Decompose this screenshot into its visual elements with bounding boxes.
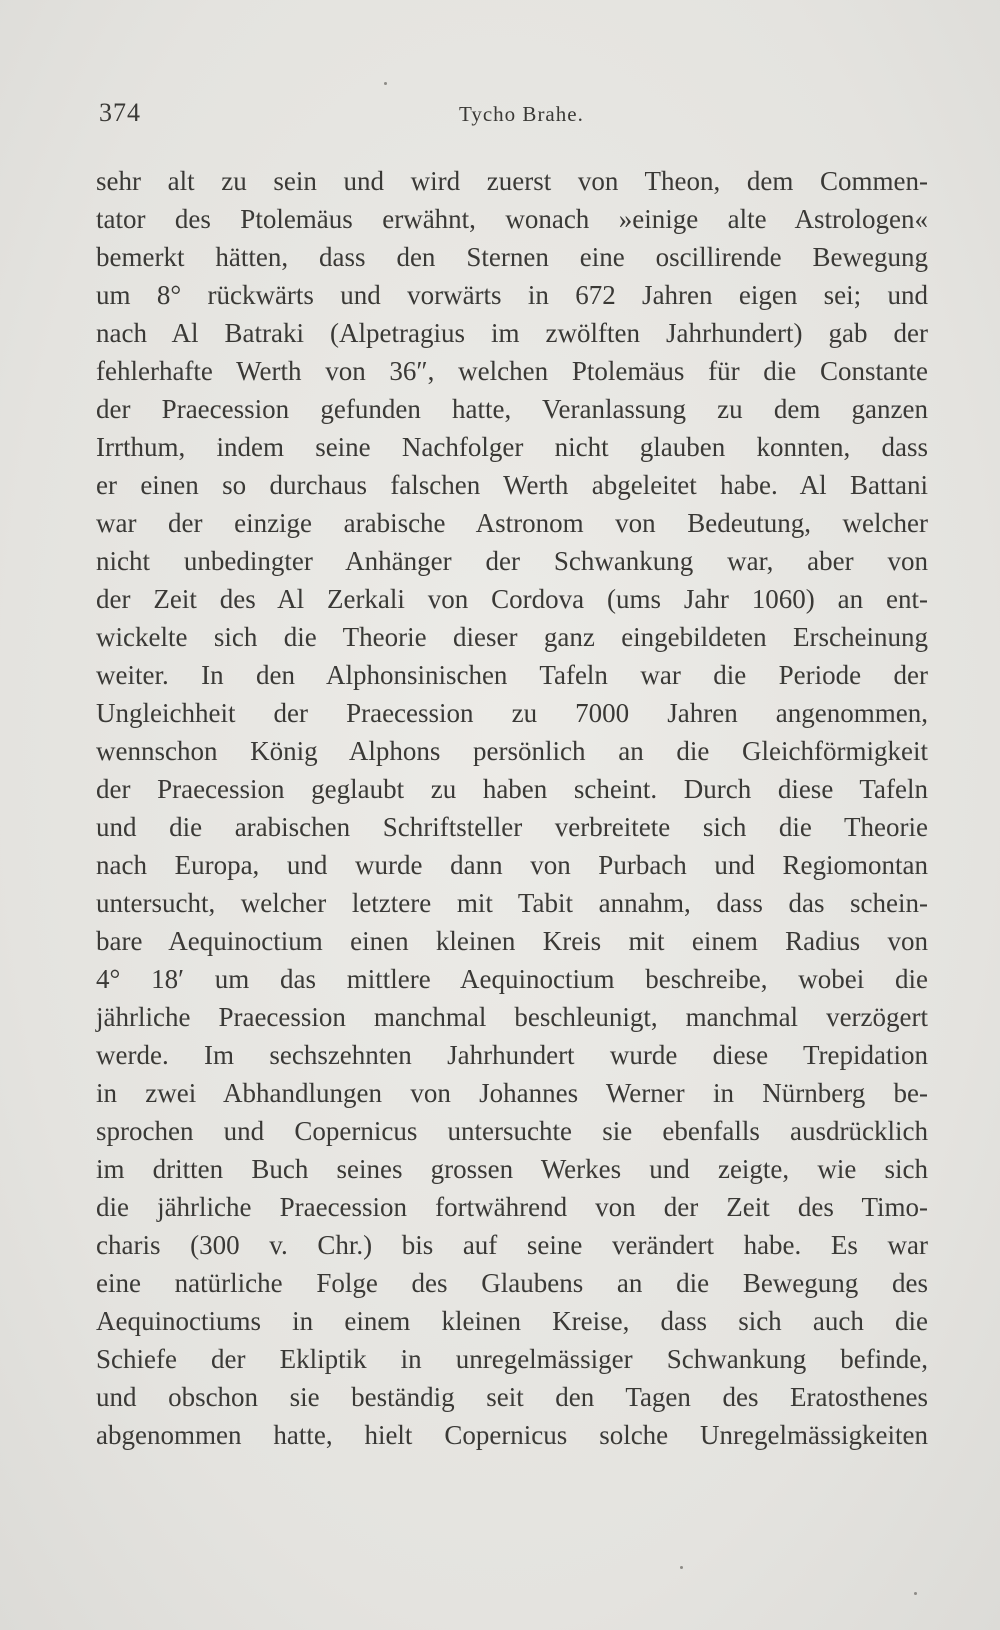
- text-line: bare Aequinoctium einen kleinen Kreis mit einem Radius von: [96, 926, 928, 956]
- page-number: 374: [99, 98, 141, 127]
- text-line: werde. Im sechszehnten Jahrhundert wurde diese Trepidation: [96, 1040, 928, 1070]
- text-line: weiter. In den Alphonsinischen Tafeln war die Periode der: [96, 660, 928, 690]
- text-line: der Praecession geglaubt zu haben scheint. Durch diese Tafeln: [96, 774, 928, 804]
- text-line: Irrthum, indem seine Nachfolger nicht glauben konnten, dass: [96, 432, 928, 462]
- text-line: bemerkt hätten, dass den Sternen eine oscillirende Bewegung: [96, 242, 928, 272]
- text-line: abgenommen hatte, hielt Copernicus solche Unregelmässigkeiten: [96, 1420, 928, 1450]
- text-line: fehlerhafte Werth von 36″, welchen Ptolemäus für die Constante: [96, 356, 928, 386]
- text-line: der Zeit des Al Zerkali von Cordova (ums Jahr 1060) an ent-: [96, 584, 928, 614]
- text-line: um 8° rückwärts und vorwärts in 672 Jahren eigen sei; und: [96, 280, 928, 310]
- text-line: nach Europa, und wurde dann von Purbach und Regiomontan: [96, 850, 928, 880]
- text-line: jährliche Praecession manchmal beschleunigt, manchmal verzögert: [96, 1002, 928, 1032]
- text-line: wennschon König Alphons persönlich an die Gleichförmigkeit: [96, 736, 928, 766]
- text-line: die jährliche Praecession fortwährend von der Zeit des Timo-: [96, 1192, 928, 1222]
- text-line: und die arabischen Schriftsteller verbreitete sich die Theorie: [96, 812, 928, 842]
- text-line: war der einzige arabische Astronom von Bedeutung, welcher: [96, 508, 928, 538]
- text-line: eine natürliche Folge des Glaubens an die Bewegung des: [96, 1268, 928, 1298]
- text-line: in zwei Abhandlungen von Johannes Werner in Nürnberg be-: [96, 1078, 928, 1108]
- text-line: Schiefe der Ekliptik in unregelmässiger Schwankung befinde,: [96, 1344, 928, 1374]
- text-line: tator des Ptolemäus erwähnt, wonach »einige alte Astrologen«: [96, 204, 928, 234]
- paper-speck: [680, 1566, 683, 1569]
- text-line: Ungleichheit der Praecession zu 7000 Jahren angenommen,: [96, 698, 928, 728]
- text-line: im dritten Buch seines grossen Werkes und zeigte, wie sich: [96, 1154, 928, 1184]
- running-head: Tycho Brahe.: [459, 102, 584, 126]
- text-line: der Praecession gefunden hatte, Veranlassung zu dem ganzen: [96, 394, 928, 424]
- text-line: wickelte sich die Theorie dieser ganz eingebildeten Erscheinung: [96, 622, 928, 652]
- page-header: [99, 98, 924, 132]
- text-line: er einen so durchaus falschen Werth abgeleitet habe. Al Battani: [96, 470, 928, 500]
- text-line: nach Al Batraki (Alpetragius im zwölften Jahrhundert) gab der: [96, 318, 928, 348]
- text-line: sehr alt zu sein und wird zuerst von Theon, dem Commen-: [96, 166, 928, 196]
- text-line: sprochen und Copernicus untersuchte sie ebenfalls ausdrücklich: [96, 1116, 928, 1146]
- body-text: [96, 162, 928, 1454]
- text-line: Aequinoctiums in einem kleinen Kreise, dass sich auch die: [96, 1306, 928, 1336]
- paper-speck: [914, 1592, 917, 1595]
- text-line: untersucht, welcher letztere mit Tabit annahm, dass das schein-: [96, 888, 928, 918]
- text-line: und obschon sie beständig seit den Tagen des Eratosthenes: [96, 1382, 928, 1412]
- paper-speck: [384, 82, 387, 85]
- text-line: charis (300 v. Chr.) bis auf seine verändert habe. Es war: [96, 1230, 928, 1260]
- text-line: nicht unbedingter Anhänger der Schwankung war, aber von: [96, 546, 928, 576]
- text-line: 4° 18′ um das mittlere Aequinoctium beschreibe, wobei die: [96, 964, 928, 994]
